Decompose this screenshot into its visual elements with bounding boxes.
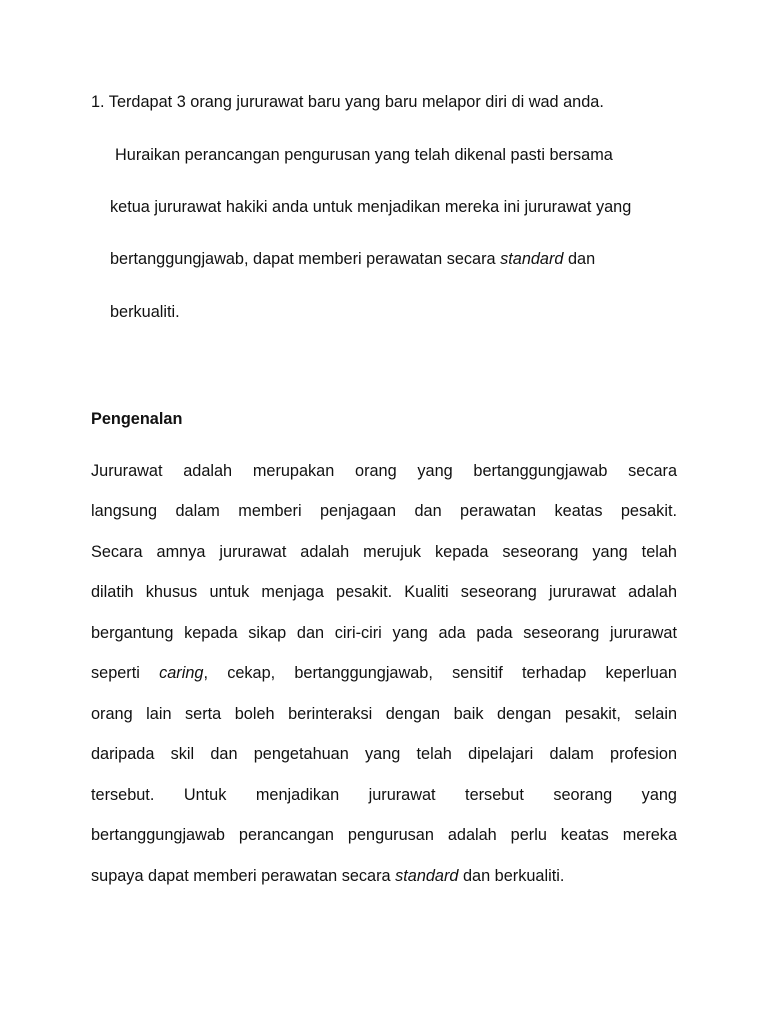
question-line-1: 1. Terdapat 3 orang jururawat baru yang baru melapor diri di wad anda. [91, 93, 604, 111]
question-line-2: Huraikan perancangan pengurusan yang telah dikenal pasti bersama [115, 146, 613, 164]
question-line-3: ketua jururawat hakiki anda untuk menjadikan mereka ini jururawat yang [110, 198, 632, 216]
paragraph-line-6 [91, 663, 677, 683]
paragraph-line-11-text-b: dan berkualiti. [458, 867, 565, 885]
paragraph-line-9: tersebut. Untuk menjadikan jururawat tersebut seorang yang [91, 786, 677, 804]
paragraph-line-4: dilatih khusus untuk menjaga pesakit. Kualiti seseorang jururawat adalah [91, 583, 677, 601]
paragraph-line-6-text-b: , cekap, bertanggungjawab, sensitif terhadap keperluan [203, 664, 677, 682]
paragraph-line-7: orang lain serta boleh berinteraksi dengan baik dengan pesakit, selain [91, 705, 677, 723]
question-line-4-text-b: dan [563, 250, 596, 268]
question-line-4-text-a: bertanggungjawab, dapat memberi perawatan secara [110, 250, 501, 268]
paragraph-line-10: bertanggungjawab perancangan pengurusan adalah perlu keatas mereka [91, 826, 677, 844]
paragraph-line-5: bergantung kepada sikap dan ciri-ciri yang ada pada seseorang jururawat [91, 624, 677, 642]
question-line-5: berkualiti. [110, 303, 180, 321]
paragraph-line-2: langsung dalam memberi penjagaan dan perawatan keatas pesakit. [91, 502, 677, 520]
question-line-4-emphasis: standard [500, 250, 564, 268]
paragraph-line-6-emphasis: caring [159, 664, 204, 682]
paragraph-line-11-emphasis: standard [395, 867, 459, 885]
paragraph-line-8: daripada skil dan pengetahuan yang telah dipelajari dalam profesion [91, 745, 677, 763]
paragraph-line-6-text-a: seperti [91, 664, 160, 682]
question-line-4 [110, 249, 595, 269]
section-heading: Pengenalan [91, 410, 183, 428]
paragraph-line-11 [91, 866, 677, 886]
paragraph-line-11-text-a: supaya dapat memberi perawatan secara [91, 867, 396, 885]
paragraph-line-3: Secara amnya jururawat adalah merujuk kepada seseorang yang telah [91, 543, 677, 561]
paragraph-line-1: Jururawat adalah merupakan orang yang bertanggungjawab secara [91, 462, 677, 480]
